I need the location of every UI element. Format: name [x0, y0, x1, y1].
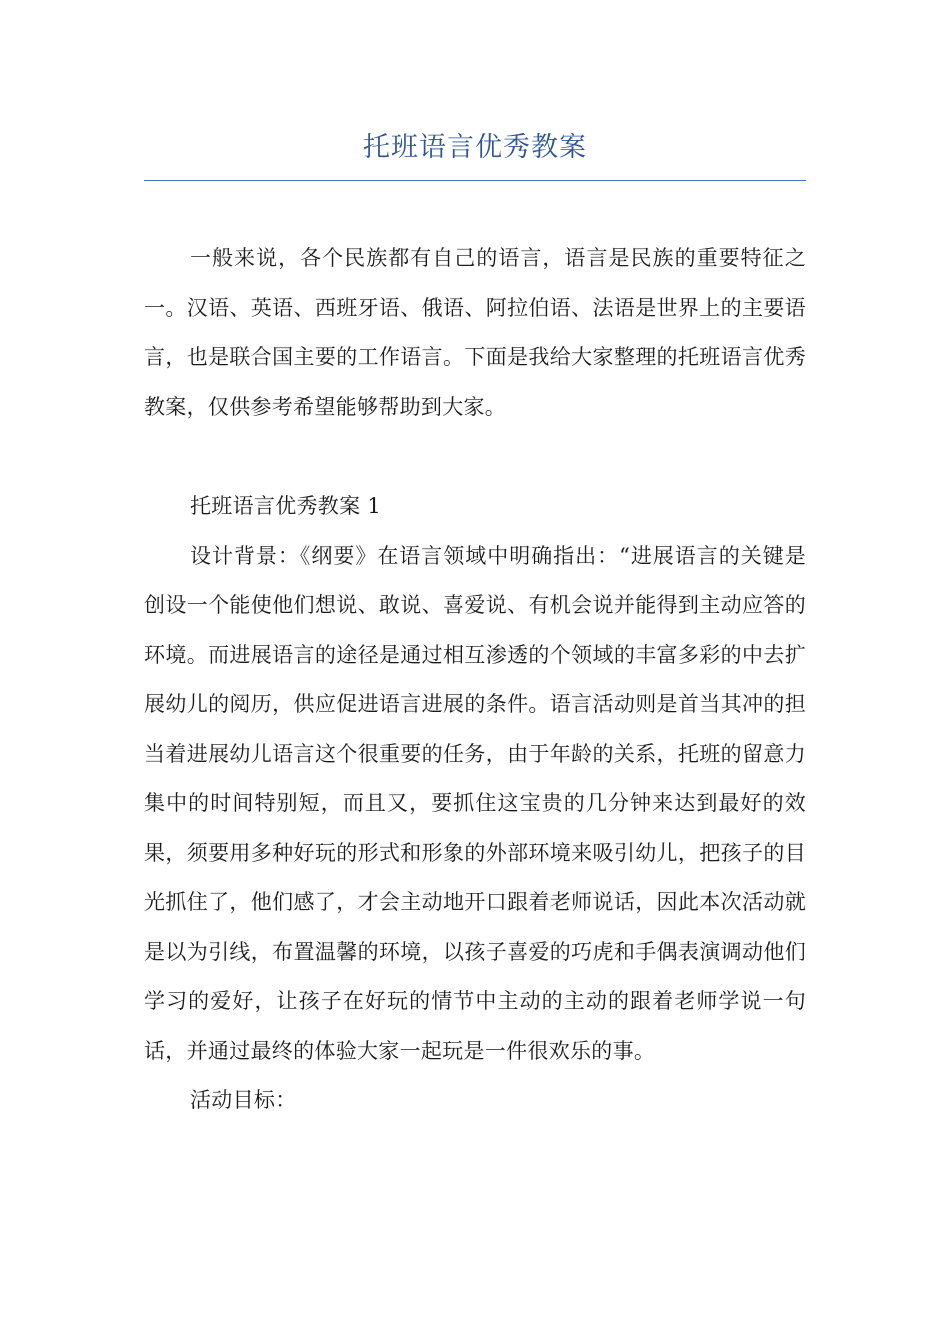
document-title: 托班语言优秀教案: [363, 132, 587, 163]
section-heading: 托班语言优秀教案 1: [190, 494, 382, 518]
document-body: [144, 234, 806, 1126]
title-underline: [144, 180, 806, 181]
background-paragraph: 设计背景：《纲要》在语言领域中明确指出：“进展语言的关键是创设一个能使他们想说、敢说、喜爱说、有机会说并能得到主动应答的环境。而进展语言的途径是通过相互渗透的个领域的丰富多彩的中去扩展幼儿的阅历，供应促进语言进展的条件。语言活动则是首当其冲的担当着进展幼儿语言这个很重要的任务，由于年龄的关系，托班的留意力集中的时间特别短，而且又，要抓住这宝贵的几分钟来达到最好的效果，须要用多种好玩的形式和形象的外部环境来吸引幼儿，把孩子的目光抓住了，他们感了，才会主动地开口跟着老师说话，因此本次活动就是以为引线，布置温馨的环境，以孩子喜爱的巧虎和手偶表演调动他们学习的爱好，让孩子在好玩的情节中主动的主动的跟着老师学说一句话，并通过最终的体验大家一起玩是一件很欢乐的事。: [144, 543, 806, 1063]
intro-paragraph: 一般来说，各个民族都有自己的语言，语言是民族的重要特征之一。汉语、英语、西班牙语、俄语、阿拉伯语、法语是世界上的主要语言，也是联合国主要的工作语言。下面是我给大家整理的托班语言优秀教案，仅供参考希望能够帮助到大家。: [144, 246, 806, 419]
paragraph-spacer: [144, 432, 806, 482]
goals-label: 活动目标：: [190, 1088, 297, 1112]
